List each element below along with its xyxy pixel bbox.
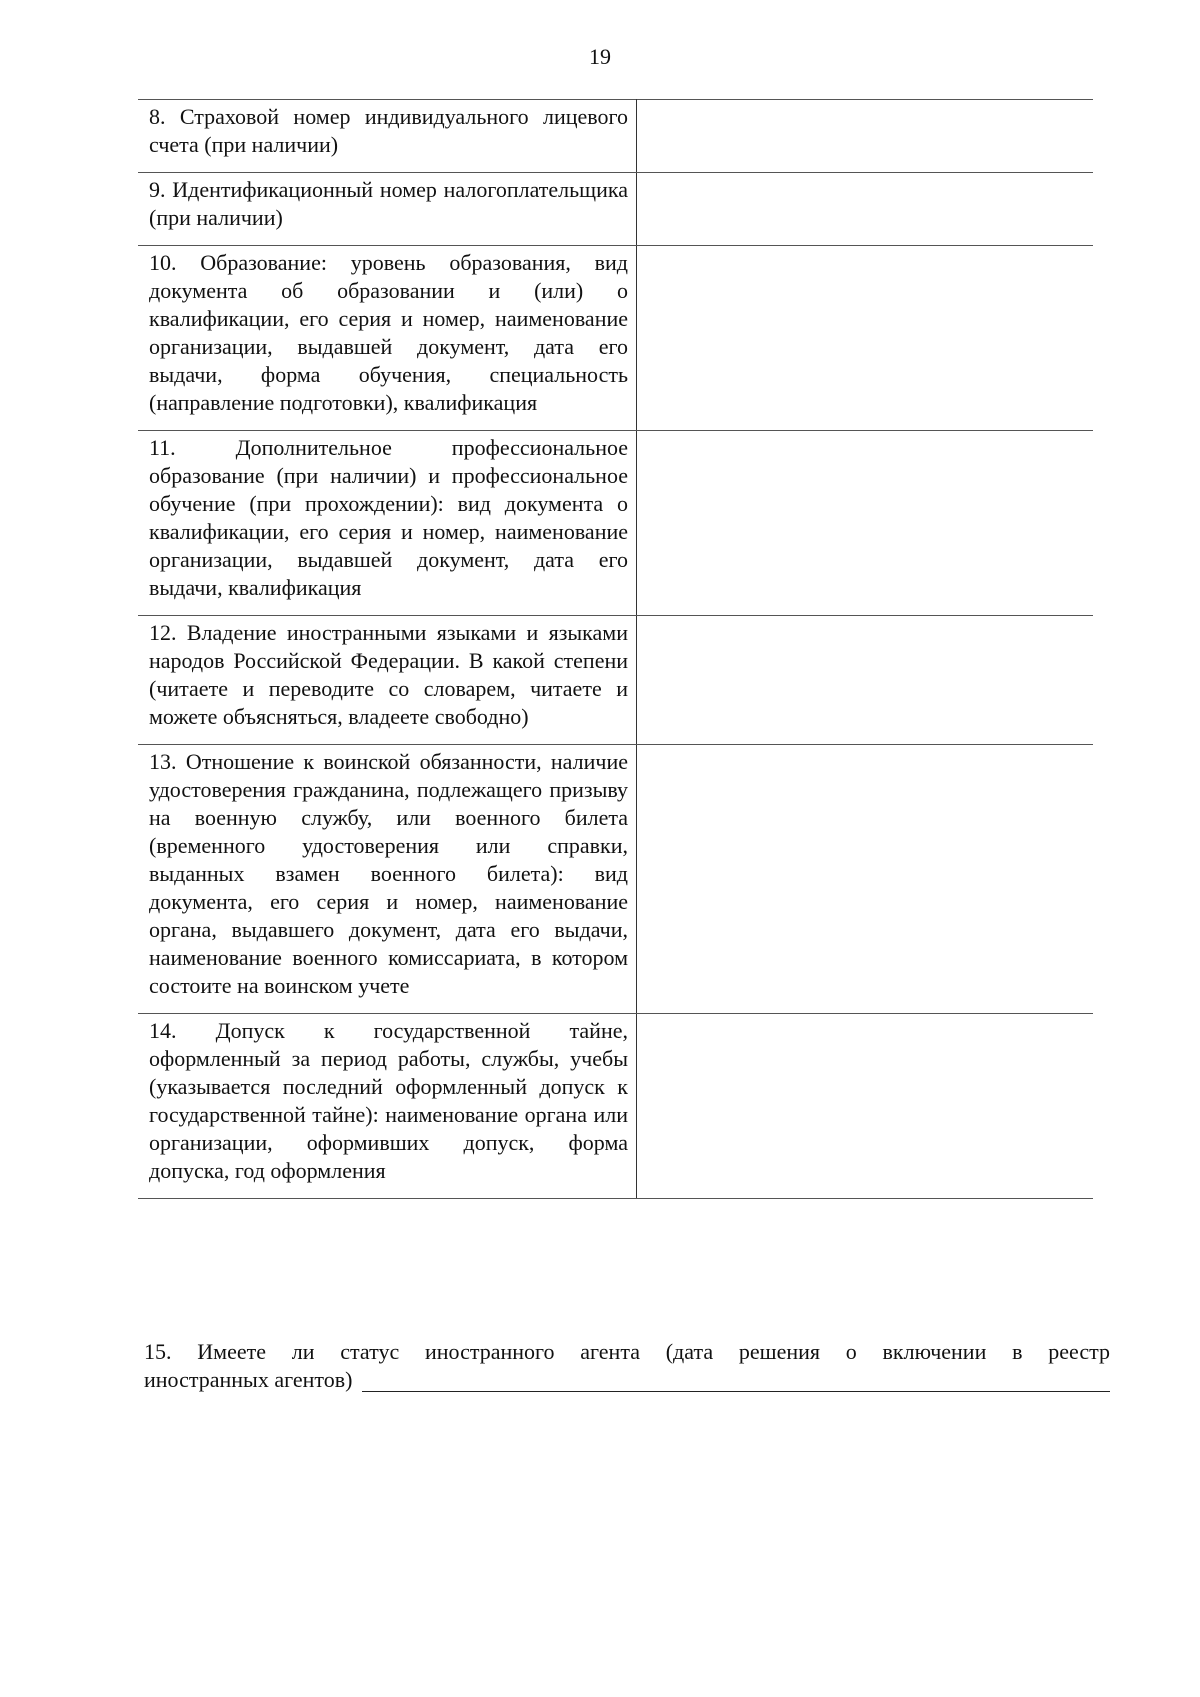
page-number: 19 <box>589 44 611 69</box>
row-value-military-duty-field[interactable] <box>637 745 1094 1014</box>
table-row <box>138 173 1093 246</box>
row-label-snils: 8. Страховой номер индивидуального лицевого счета (при наличии) <box>138 100 637 173</box>
table-row <box>138 745 1093 1014</box>
row-label-military-duty: 13. Отношение к воинской обязанности, наличие удостоверения гражданина, подлежащего призыву на военную службу, или военного билета (временного удостоверения или справки, выданных взамен военного билета): вид документа, его серия и номер, наименование органа, выдавшего документ, дата его выдачи, наименование военного комиссариата, в котором состоите на воинском учете <box>138 745 637 1014</box>
foreign-agent-answer-line[interactable] <box>362 1369 1110 1392</box>
row-label-languages: 12. Владение иностранными языками и языками народов Российской Федерации. В какой степени (читаете и переводите со словарем, читаете и можете объясняться, владеете свободно) <box>138 616 637 745</box>
foreign-agent-question-line1: 15. Имеете ли статус иностранного агента (дата решения о включении в реестр <box>144 1339 1110 1364</box>
row-value-state-secret-access-field[interactable] <box>637 1014 1094 1199</box>
row-value-additional-education-field[interactable] <box>637 431 1094 616</box>
foreign-agent-question-line2 <box>144 1366 1110 1394</box>
row-label-education: 10. Образование: уровень образования, вид документа об образовании и (или) о квалификации, его серия и номер, наименование организации, выдавшей документ, дата его выдачи, форма обучения, специальность (направление подготовки), квалификация <box>138 246 637 431</box>
row-value-snils-field[interactable] <box>637 100 1094 173</box>
table-row <box>138 1014 1093 1199</box>
table-row <box>138 431 1093 616</box>
table-row <box>138 246 1093 431</box>
foreign-agent-question <box>144 1338 1110 1394</box>
row-label-inn: 9. Идентификационный номер налогоплательщика (при наличии) <box>138 173 637 246</box>
row-value-languages-field[interactable] <box>637 616 1094 745</box>
table-row <box>138 616 1093 745</box>
row-label-state-secret-access: 14. Допуск к государственной тайне, оформленный за период работы, службы, учебы (указывается последний оформленный допуск к государственной тайне): наименование органа или организации, оформивших допуск, форма допуска, год оформления <box>138 1014 637 1199</box>
foreign-agent-question-continuation: иностранных агентов) <box>144 1367 353 1392</box>
row-value-education-field[interactable] <box>637 246 1094 431</box>
table-row <box>138 100 1093 173</box>
row-value-inn-field[interactable] <box>637 173 1094 246</box>
personal-data-form-table <box>138 99 1093 1199</box>
row-label-additional-education: 11. Дополнительное профессиональное образование (при наличии) и профессиональное обучение (при прохождении): вид документа о квалификации, его серия и номер, наименование организации, выдавшей документ, дата его выдачи, квалификация <box>138 431 637 616</box>
